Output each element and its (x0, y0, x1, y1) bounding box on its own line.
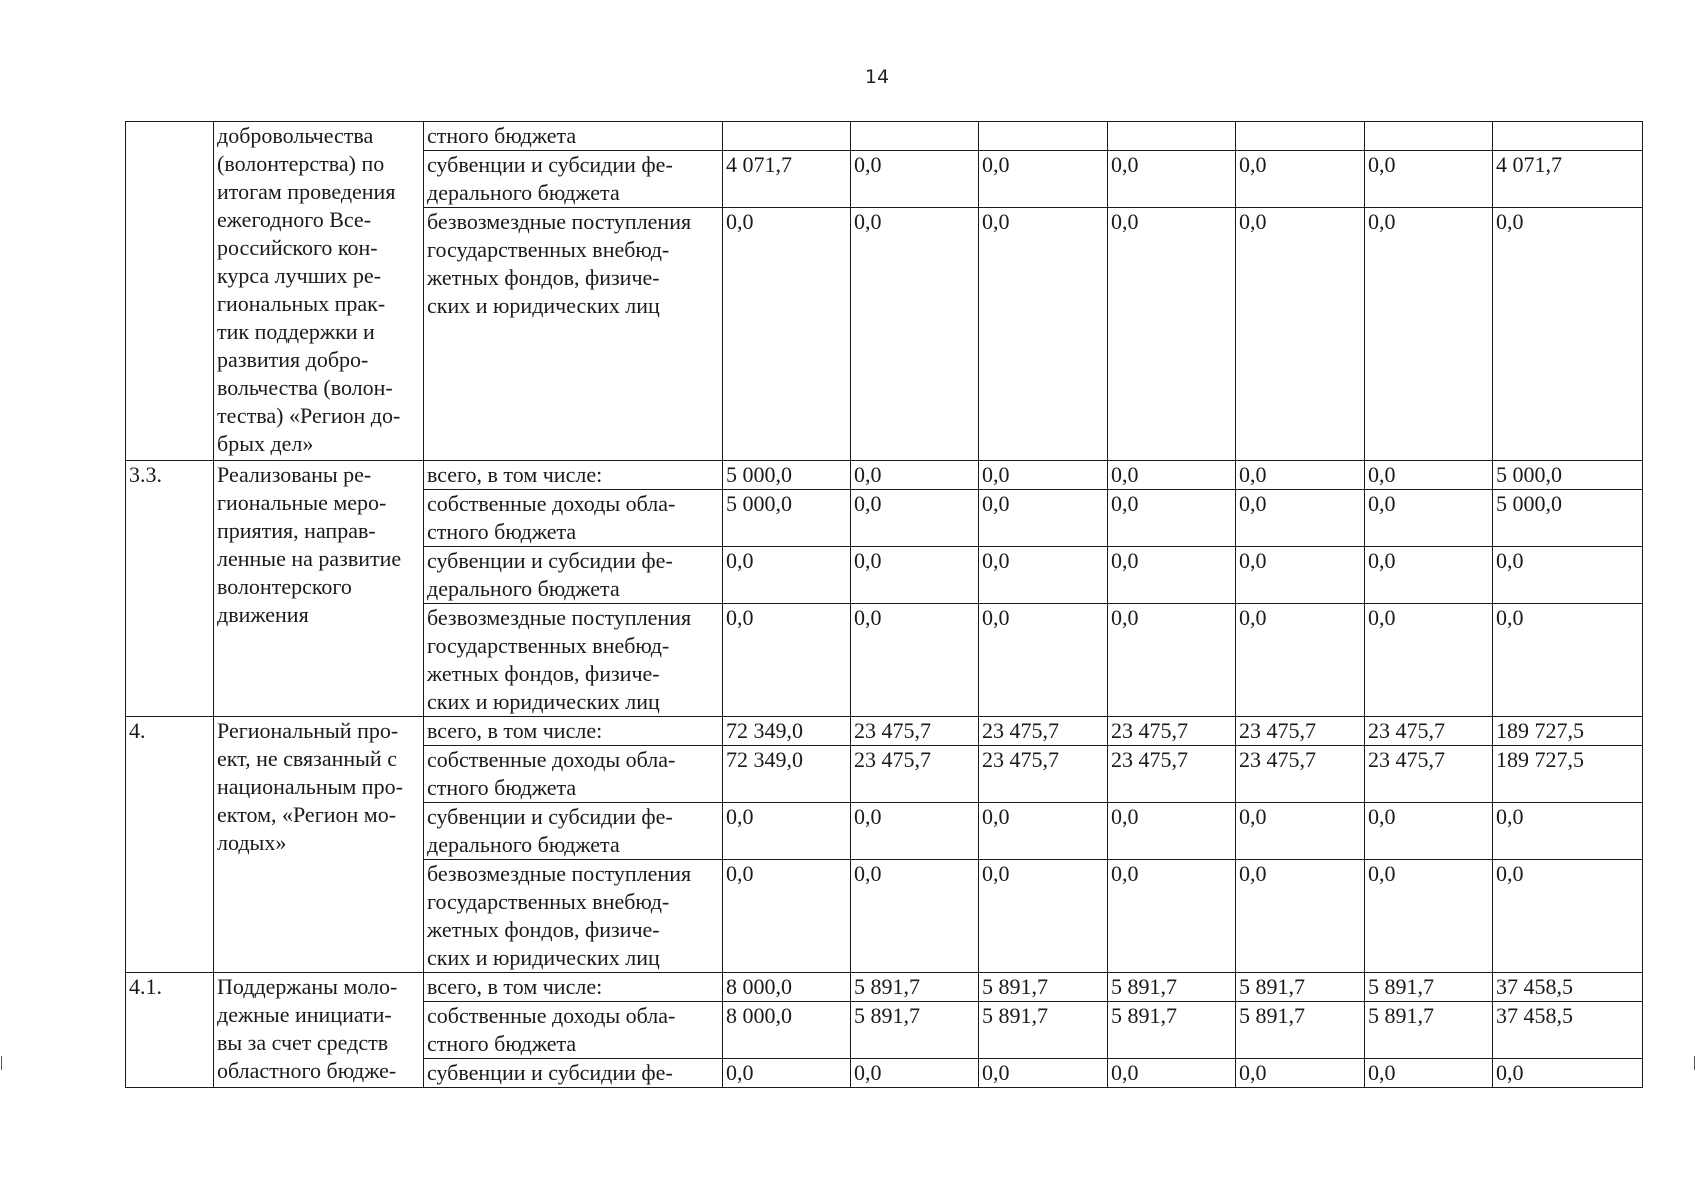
funding-source-line: государственных внебюд- (427, 889, 670, 914)
amount-value: 0,0 (1239, 605, 1267, 630)
year-value-cell (1236, 860, 1365, 973)
year-value-cell (723, 604, 851, 717)
item-name-line: гиональных прак- (217, 291, 386, 316)
funding-source-line: всего, в том числе: (427, 462, 603, 487)
year-value-cell (1108, 604, 1236, 717)
amount-value: 0,0 (1496, 605, 1524, 630)
scan-edge-mark-right (1694, 1056, 1695, 1070)
item-name-line: российского кон- (217, 235, 378, 260)
amount-value: 0,0 (1239, 209, 1267, 234)
item-code: 4.1. (129, 974, 162, 999)
year-value-cell (1236, 604, 1365, 717)
funding-source-line: стного бюджета (427, 519, 577, 544)
year-value-cell (1236, 1059, 1365, 1088)
year-value-cell (723, 490, 851, 547)
total-value-cell (1493, 122, 1643, 151)
amount-value: 0,0 (1239, 1060, 1267, 1085)
year-value-cell (979, 1059, 1108, 1088)
year-value-cell (1365, 1002, 1493, 1059)
amount-value: 5 891,7 (982, 1003, 1048, 1028)
amount-value: 5 891,7 (1239, 1003, 1305, 1028)
table-row (126, 717, 1643, 746)
year-value-cell (1108, 860, 1236, 973)
year-value-cell (851, 1059, 979, 1088)
year-value-cell (1365, 151, 1493, 208)
amount-value: 8 000,0 (726, 974, 792, 999)
table-row (126, 973, 1643, 1002)
year-value-cell (1108, 1059, 1236, 1088)
item-name-line: вы за счет средств (217, 1030, 389, 1055)
funding-source-line: стного бюджета (427, 123, 577, 148)
amount-value: 23 475,7 (982, 718, 1059, 743)
funding-source-line: жетных фондов, физиче- (427, 917, 660, 942)
amount-value (1496, 122, 1642, 150)
year-value-cell (1365, 604, 1493, 717)
amount-value: 5 891,7 (1111, 974, 1177, 999)
funding-source-cell (424, 490, 723, 547)
funding-source-line: субвенции и субсидии фе- (427, 1060, 673, 1085)
amount-value: 0,0 (1368, 491, 1396, 516)
item-name-line: дежные инициати- (217, 1002, 392, 1027)
year-value-cell (723, 1059, 851, 1088)
funding-source-line: собственные доходы обла- (427, 491, 676, 516)
item-code-cell (126, 122, 214, 461)
amount-value: 4 071,7 (1496, 152, 1562, 177)
year-value-cell (1236, 151, 1365, 208)
amount-value: 5 000,0 (726, 491, 792, 516)
amount-value: 0,0 (982, 491, 1010, 516)
amount-value (854, 122, 978, 150)
amount-value: 0,0 (1368, 605, 1396, 630)
amount-value: 0,0 (1111, 1060, 1139, 1085)
amount-value: 5 000,0 (1496, 462, 1562, 487)
amount-value: 0,0 (1368, 152, 1396, 177)
year-value-cell (979, 547, 1108, 604)
year-value-cell (851, 208, 979, 461)
year-value-cell (851, 151, 979, 208)
year-value-cell (1236, 490, 1365, 547)
funding-source-line: жетных фондов, физиче- (427, 265, 660, 290)
amount-value: 0,0 (1111, 152, 1139, 177)
amount-value: 0,0 (1368, 804, 1396, 829)
item-name-line: ект, не связанный с (217, 746, 397, 771)
year-value-cell (1108, 746, 1236, 803)
amount-value: 23 475,7 (1368, 747, 1445, 772)
funding-source-cell (424, 604, 723, 717)
amount-value: 0,0 (1111, 209, 1139, 234)
total-value-cell (1493, 803, 1643, 860)
item-name-line: ежегодного Все- (217, 207, 372, 232)
year-value-cell (851, 746, 979, 803)
year-value-cell (1365, 122, 1493, 151)
amount-value: 0,0 (982, 209, 1010, 234)
item-name-line: движения (217, 602, 309, 627)
amount-value: 0,0 (1496, 548, 1524, 573)
amount-value: 23 475,7 (854, 718, 931, 743)
item-name-line: волонтерского (217, 574, 352, 599)
year-value-cell (1108, 717, 1236, 746)
funding-source-line: всего, в том числе: (427, 974, 603, 999)
year-value-cell (1236, 122, 1365, 151)
year-value-cell (851, 604, 979, 717)
amount-value: 0,0 (1368, 1060, 1396, 1085)
amount-value: 0,0 (854, 209, 882, 234)
year-value-cell (723, 208, 851, 461)
funding-source-line: ских и юридических лиц (427, 689, 660, 714)
amount-value: 0,0 (726, 804, 754, 829)
amount-value: 0,0 (854, 861, 882, 886)
amount-value: 0,0 (1496, 209, 1524, 234)
item-code-cell (126, 973, 214, 1088)
year-value-cell (1236, 1002, 1365, 1059)
item-name-line: тик поддержки и (217, 319, 375, 344)
total-value-cell (1493, 1059, 1643, 1088)
funding-source-line: ских и юридических лиц (427, 293, 660, 318)
amount-value: 37 458,5 (1496, 1003, 1573, 1028)
amount-value: 0,0 (1239, 861, 1267, 886)
amount-value: 23 475,7 (854, 747, 931, 772)
total-value-cell (1493, 604, 1643, 717)
funding-source-line: стного бюджета (427, 775, 577, 800)
item-name-line: тества) «Регион до- (217, 403, 401, 428)
amount-value: 0,0 (726, 1060, 754, 1085)
year-value-cell (723, 746, 851, 803)
amount-value: 37 458,5 (1496, 974, 1573, 999)
total-value-cell (1493, 717, 1643, 746)
amount-value: 0,0 (982, 462, 1010, 487)
scan-edge-mark-left (1, 1056, 2, 1070)
amount-value: 0,0 (854, 491, 882, 516)
item-name-line: приятия, направ- (217, 518, 376, 543)
total-value-cell (1493, 973, 1643, 1002)
year-value-cell (1108, 122, 1236, 151)
amount-value: 0,0 (1239, 804, 1267, 829)
year-value-cell (851, 461, 979, 490)
total-value-cell (1493, 208, 1643, 461)
amount-value: 189 727,5 (1496, 747, 1584, 772)
item-name-line: ектом, «Регион мо- (217, 802, 397, 827)
funding-source-line: безвозмездные поступления (427, 605, 692, 630)
amount-value: 0,0 (726, 605, 754, 630)
year-value-cell (979, 717, 1108, 746)
table-row (126, 122, 1643, 151)
item-name-line: добровольчества (217, 123, 374, 148)
amount-value: 5 891,7 (1368, 974, 1434, 999)
funding-source-cell (424, 973, 723, 1002)
amount-value: 72 349,0 (726, 718, 803, 743)
funding-source-cell (424, 803, 723, 860)
amount-value: 0,0 (1111, 861, 1139, 886)
amount-value: 0,0 (854, 462, 882, 487)
year-value-cell (1236, 208, 1365, 461)
year-value-cell (1108, 547, 1236, 604)
amount-value: 5 891,7 (854, 974, 920, 999)
amount-value: 23 475,7 (1368, 718, 1445, 743)
year-value-cell (1365, 803, 1493, 860)
funding-source-line: дерального бюджета (427, 180, 620, 205)
amount-value: 0,0 (1368, 209, 1396, 234)
total-value-cell (1493, 151, 1643, 208)
amount-value (726, 122, 850, 150)
item-name-line: национальным про- (217, 774, 403, 799)
year-value-cell (851, 860, 979, 973)
amount-value: 5 891,7 (854, 1003, 920, 1028)
funding-source-cell (424, 1002, 723, 1059)
amount-value: 0,0 (1496, 804, 1524, 829)
amount-value: 5 000,0 (1496, 491, 1562, 516)
year-value-cell (979, 461, 1108, 490)
year-value-cell (723, 461, 851, 490)
year-value-cell (979, 122, 1108, 151)
year-value-cell (1236, 973, 1365, 1002)
year-value-cell (723, 1002, 851, 1059)
item-name-cell (214, 461, 424, 717)
amount-value: 0,0 (854, 152, 882, 177)
amount-value: 23 475,7 (1239, 718, 1316, 743)
year-value-cell (1365, 1059, 1493, 1088)
funding-source-cell (424, 547, 723, 604)
amount-value: 8 000,0 (726, 1003, 792, 1028)
year-value-cell (1108, 208, 1236, 461)
year-value-cell (1365, 461, 1493, 490)
year-value-cell (1236, 461, 1365, 490)
year-value-cell (979, 208, 1108, 461)
amount-value: 5 891,7 (1368, 1003, 1434, 1028)
total-value-cell (1493, 461, 1643, 490)
funding-source-line: субвенции и субсидии фе- (427, 548, 673, 573)
item-code-cell (126, 717, 214, 973)
item-name-line: Реализованы ре- (217, 462, 372, 487)
year-value-cell (1365, 717, 1493, 746)
year-value-cell (1236, 717, 1365, 746)
year-value-cell (851, 717, 979, 746)
funding-source-line: субвенции и субсидии фе- (427, 152, 673, 177)
amount-value: 0,0 (982, 804, 1010, 829)
year-value-cell (1108, 490, 1236, 547)
amount-value: 0,0 (854, 548, 882, 573)
amount-value: 0,0 (854, 605, 882, 630)
amount-value: 0,0 (1111, 548, 1139, 573)
year-value-cell (851, 803, 979, 860)
item-name-line: лодых» (217, 830, 287, 855)
amount-value: 0,0 (1239, 491, 1267, 516)
item-code (129, 122, 213, 150)
year-value-cell (723, 860, 851, 973)
year-value-cell (1236, 803, 1365, 860)
year-value-cell (851, 1002, 979, 1059)
amount-value: 0,0 (1496, 1060, 1524, 1085)
year-value-cell (979, 490, 1108, 547)
funding-source-cell (424, 717, 723, 746)
item-code-cell (126, 461, 214, 717)
item-name-line: вольчества (волон- (217, 375, 393, 400)
year-value-cell (1365, 746, 1493, 803)
amount-value: 5 891,7 (1239, 974, 1305, 999)
amount-value: 0,0 (982, 605, 1010, 630)
item-name-line: Региональный про- (217, 718, 399, 743)
amount-value: 5 891,7 (1111, 1003, 1177, 1028)
funding-source-line: субвенции и субсидии фе- (427, 804, 673, 829)
year-value-cell (979, 973, 1108, 1002)
amount-value: 72 349,0 (726, 747, 803, 772)
amount-value: 23 475,7 (1111, 718, 1188, 743)
amount-value (1239, 122, 1364, 150)
year-value-cell (1236, 746, 1365, 803)
amount-value: 0,0 (1239, 152, 1267, 177)
year-value-cell (979, 151, 1108, 208)
year-value-cell (979, 604, 1108, 717)
total-value-cell (1493, 860, 1643, 973)
year-value-cell (723, 151, 851, 208)
item-name-line: Поддержаны моло- (217, 974, 398, 999)
total-value-cell (1493, 547, 1643, 604)
amount-value: 5 891,7 (982, 974, 1048, 999)
item-name-line: брых дел» (217, 431, 314, 456)
funding-source-line: всего, в том числе: (427, 718, 603, 743)
amount-value: 23 475,7 (1239, 747, 1316, 772)
year-value-cell (1365, 490, 1493, 547)
amount-value: 0,0 (982, 861, 1010, 886)
year-value-cell (723, 973, 851, 1002)
amount-value: 5 000,0 (726, 462, 792, 487)
table-row (126, 461, 1643, 490)
amount-value: 0,0 (1368, 462, 1396, 487)
year-value-cell (1108, 151, 1236, 208)
budget-table (125, 121, 1643, 1088)
item-name-cell (214, 717, 424, 973)
funding-source-line: дерального бюджета (427, 832, 620, 857)
amount-value: 0,0 (726, 209, 754, 234)
item-name-cell (214, 122, 424, 461)
funding-source-cell (424, 746, 723, 803)
year-value-cell (723, 122, 851, 151)
year-value-cell (851, 490, 979, 547)
year-value-cell (979, 1002, 1108, 1059)
amount-value: 0,0 (1368, 548, 1396, 573)
funding-source-cell (424, 1059, 723, 1088)
amount-value: 189 727,5 (1496, 718, 1584, 743)
funding-source-line: собственные доходы обла- (427, 747, 676, 772)
year-value-cell (723, 717, 851, 746)
year-value-cell (723, 803, 851, 860)
year-value-cell (979, 803, 1108, 860)
amount-value: 0,0 (1111, 605, 1139, 630)
amount-value (1368, 122, 1492, 150)
amount-value: 0,0 (982, 548, 1010, 573)
year-value-cell (851, 547, 979, 604)
amount-value: 0,0 (1111, 491, 1139, 516)
funding-source-line: безвозмездные поступления (427, 209, 692, 234)
funding-source-cell (424, 122, 723, 151)
item-name-line: ленные на развитие (217, 546, 402, 571)
year-value-cell (979, 860, 1108, 973)
amount-value: 0,0 (1368, 861, 1396, 886)
item-code: 3.3. (129, 462, 162, 487)
item-name-line: итогам проведения (217, 179, 396, 204)
amount-value: 0,0 (1239, 548, 1267, 573)
item-name-cell (214, 973, 424, 1088)
amount-value: 0,0 (1496, 861, 1524, 886)
amount-value: 0,0 (1239, 462, 1267, 487)
funding-source-cell (424, 461, 723, 490)
year-value-cell (1365, 547, 1493, 604)
year-value-cell (851, 122, 979, 151)
page-number: 14 (864, 66, 890, 88)
total-value-cell (1493, 1002, 1643, 1059)
amount-value (1111, 122, 1235, 150)
amount-value: 0,0 (726, 861, 754, 886)
item-name-line: (волонтерства) по (217, 151, 385, 176)
funding-source-line: стного бюджета (427, 1031, 577, 1056)
amount-value: 23 475,7 (982, 747, 1059, 772)
amount-value: 23 475,7 (1111, 747, 1188, 772)
funding-source-cell (424, 208, 723, 461)
item-name-line: областного бюдже- (217, 1058, 397, 1083)
year-value-cell (1365, 973, 1493, 1002)
amount-value: 0,0 (854, 1060, 882, 1085)
funding-source-line: государственных внебюд- (427, 237, 670, 262)
amount-value: 0,0 (982, 152, 1010, 177)
funding-source-cell (424, 860, 723, 973)
year-value-cell (1236, 547, 1365, 604)
year-value-cell (1365, 860, 1493, 973)
item-name-line: развития добро- (217, 347, 369, 372)
funding-source-line: ских и юридических лиц (427, 945, 660, 970)
year-value-cell (1108, 973, 1236, 1002)
total-value-cell (1493, 490, 1643, 547)
year-value-cell (979, 746, 1108, 803)
budget-table-body (126, 122, 1643, 1088)
amount-value (982, 122, 1107, 150)
amount-value: 0,0 (726, 548, 754, 573)
amount-value: 4 071,7 (726, 152, 792, 177)
funding-source-cell (424, 151, 723, 208)
year-value-cell (1108, 461, 1236, 490)
funding-source-line: собственные доходы обла- (427, 1003, 676, 1028)
year-value-cell (1108, 1002, 1236, 1059)
item-name-line: гиональные меро- (217, 490, 387, 515)
amount-value: 0,0 (1111, 462, 1139, 487)
amount-value: 0,0 (982, 1060, 1010, 1085)
total-value-cell (1493, 746, 1643, 803)
amount-value: 0,0 (854, 804, 882, 829)
year-value-cell (1108, 803, 1236, 860)
year-value-cell (723, 547, 851, 604)
funding-source-line: безвозмездные поступления (427, 861, 692, 886)
item-code: 4. (129, 718, 146, 743)
funding-source-line: дерального бюджета (427, 576, 620, 601)
year-value-cell (851, 973, 979, 1002)
funding-source-line: жетных фондов, физиче- (427, 661, 660, 686)
year-value-cell (1365, 208, 1493, 461)
item-name-line: курса лучших ре- (217, 263, 382, 288)
amount-value: 0,0 (1111, 804, 1139, 829)
funding-source-line: государственных внебюд- (427, 633, 670, 658)
